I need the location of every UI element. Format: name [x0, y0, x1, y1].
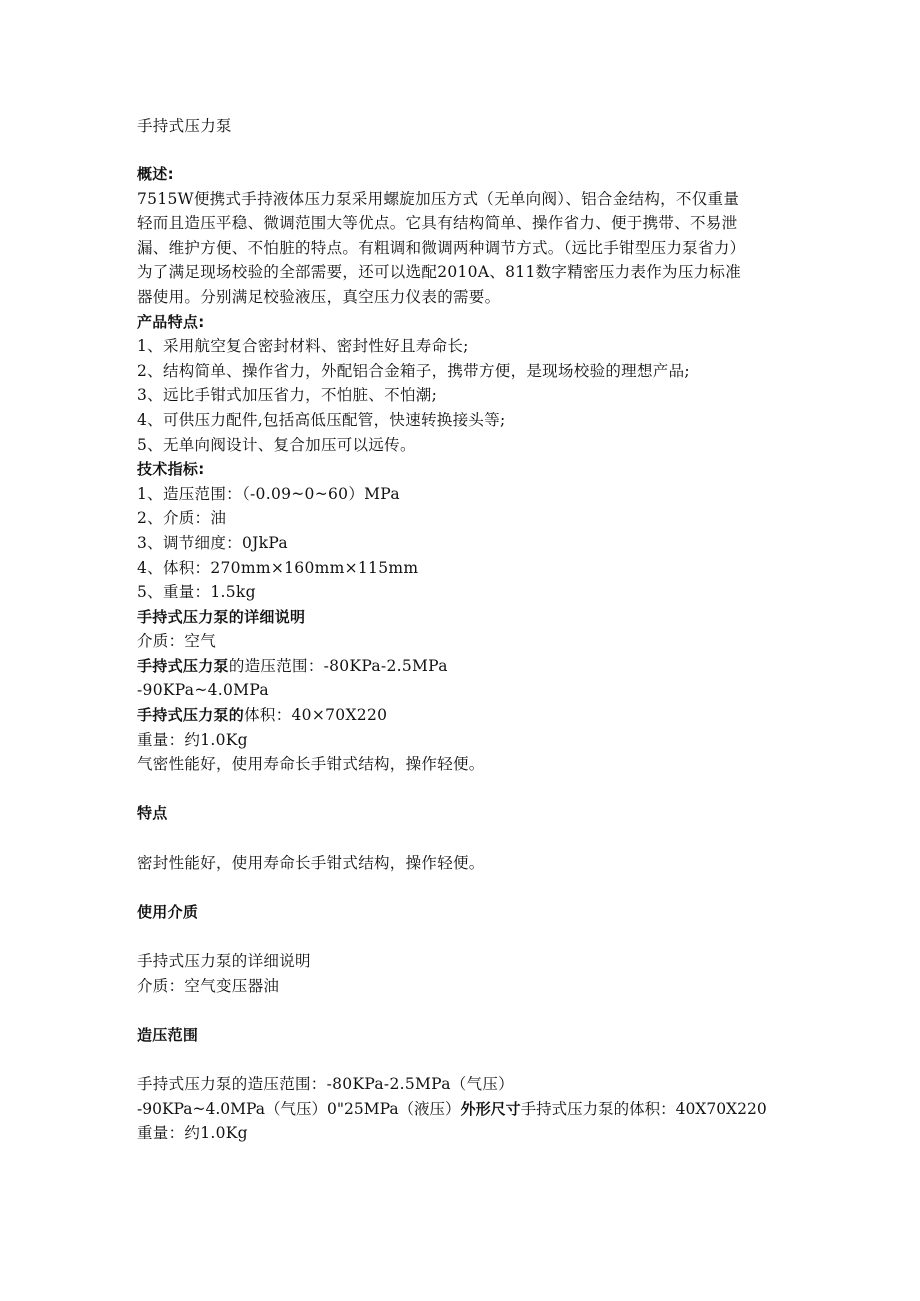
section-medium-heading: 使用介质: [137, 902, 199, 921]
detail-range-bold: 手持式压力泵: [137, 656, 229, 675]
feature-item: 1、采用航空复合密封材料、密封性好且寿命长;: [137, 337, 469, 356]
section-features-heading: 特点: [137, 804, 168, 823]
detail-range: [137, 654, 767, 679]
section-range-line: [137, 1097, 767, 1122]
spec-item: 3、调节细度：0JkPa: [137, 533, 288, 552]
feature-item: 5、无单向阀设计、复合加压可以远传。: [137, 435, 416, 454]
section-range-line2-b: 手持式压力泵的体积：40X70X220: [520, 1099, 767, 1118]
detail-range-text: 的造压范围：-80KPa-2.5MPa: [228, 656, 448, 675]
section-range-line: 手持式压力泵的造压范围：-80KPa-2.5MPa（气压）: [137, 1074, 514, 1093]
overview-line: 器使用。分别满足校验液压，真空压力仪表的需要。: [137, 287, 501, 306]
overview-line: 漏、维护方便、不怕脏的特点。有粗调和微调两种调节方式。（远比手钳型压力泵省力）: [137, 238, 746, 257]
section-range-line2-bold: 外形尺寸: [460, 1099, 521, 1118]
feature-item: 2、结构简单、操作省力，外配铝合金箱子，携带方便，是现场校验的理想产品;: [137, 361, 690, 380]
detail-volume: [137, 703, 767, 728]
section-range-heading: 造压范围: [137, 1025, 199, 1044]
detail-heading: 手持式压力泵的详细说明: [137, 607, 306, 626]
detail-weight: 重量：约1.0Kg: [137, 730, 248, 749]
overview-line: 轻而且造压平稳、微调范围大等优点。它具有结构简单、操作省力、便于携带、不易泄: [137, 214, 738, 233]
section-features-text: 密封性能好，使用寿命长手钳式结构，操作轻便。: [137, 853, 485, 872]
spec-item: 4、体积：270mm×160mm×115mm: [137, 558, 419, 577]
detail-note: 气密性能好，使用寿命长手钳式结构，操作轻便。: [137, 755, 485, 774]
overview-heading: 概述:: [137, 165, 174, 183]
section-medium-line: 介质：空气变压器油: [137, 976, 280, 995]
spec-item: 5、重量：1.5kg: [137, 583, 256, 602]
detail-medium: 介质：空气: [137, 632, 217, 651]
detail-range-line2: -90KPa~4.0MPa: [137, 681, 269, 700]
overview-line: 为了满足现场校验的全部需要，还可以选配2010A、811数字精密压力表作为压力标准: [137, 263, 742, 282]
spec-item: 2、介质：油: [137, 509, 227, 528]
features-heading: 产品特点:: [137, 312, 205, 331]
feature-item: 4、可供压力配件,包括高低压配管，快速转换接头等;: [137, 410, 506, 429]
detail-volume-text: 体积：40×70X220: [244, 706, 388, 725]
section-medium-line: 手持式压力泵的详细说明: [137, 952, 311, 970]
feature-item: 3、远比手钳式加压省力，不怕脏、不怕潮;: [137, 386, 438, 405]
content-body: [137, 162, 767, 1146]
detail-volume-bold: 手持式压力泵的: [137, 706, 245, 725]
overview-line: 7515W便携式手持液体压力泵采用螺旋加压方式（无单向阀）、铝合金结构，不仅重量: [137, 189, 740, 208]
document-title: 手持式压力泵: [137, 117, 232, 135]
spec-item: 1、造压范围：（-0.09~0~60）MPa: [137, 484, 400, 503]
specs-heading: 技术指标:: [137, 460, 205, 479]
section-range-line: 重量：约1.0Kg: [137, 1124, 248, 1143]
section-range-line2-a: -90KPa~4.0MPa（气压）0"25MPa（液压）: [137, 1099, 461, 1118]
